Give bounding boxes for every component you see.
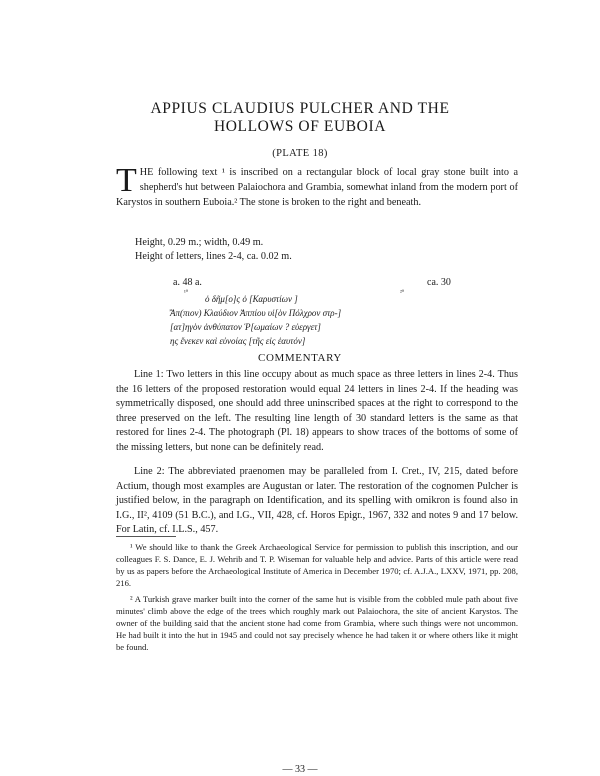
inscription-column-mark-right: ²⁰ — [400, 290, 405, 296]
inscription-length: ca. 30 — [427, 277, 451, 288]
letter-height: Height of letters, lines 2-4, ca. 0.02 m. — [135, 251, 292, 262]
footnote-2: ² A Turkish grave marker built into the corner of the same hut is visible from the cobbled mule path about five minutes' climb above the edge of the trees which roughly mark out Palaiochora, the site of ancient Karystos. The owner of the building said that the ancient stone had come from Grambia, where such things were not uncommon. He had built it into the hut in 1945 and could not say precisely whence he had taken it or where others like it might be found. — [116, 594, 518, 652]
plate-reference: (PLATE 18) — [272, 148, 328, 159]
stone-dimensions: Height, 0.29 m.; width, 0.49 m. — [135, 237, 264, 248]
article-title-line-1: APPIUS CLAUDIUS PULCHER AND THE — [150, 100, 450, 117]
inscription-line-1: ὁ δῆμ[ο]ς ὁ [Καρυστίων ] — [205, 294, 298, 304]
commentary-paragraph-1: Line 1: Two letters in this line occupy about as much space as three letters in lines 2-4. Thus the 16 letters of the proposed restoration would equal 24 letters in lines 2-4. If the heading was symmetrically disposed, one should add three uninscribed spaces at the right to correspond to the three preserved on the left. The resulting line length of 30 standard letters is the same as that restored for lines 2-4. The photograph (Pl. 18) appears to show traces of the bottoms of some of the missing letters, but none can be definitely read. — [116, 369, 518, 453]
footnote-divider — [116, 536, 176, 537]
commentary-heading: COMMENTARY — [258, 352, 342, 364]
inscription-line-2: Ἄπ(πιον) Κλαύδιον Ἀππίου υἱ[ὸν Πόλχρον στρ-] — [170, 308, 342, 318]
inscription-line-3: [ατ]ηγὸν ἀνθύπατον Ῥ[ωμαίων ? εὐεργετ] — [170, 322, 321, 332]
inscription-column-mark: ¹⁰ — [184, 290, 189, 296]
page-number: — 33 — — [282, 764, 318, 775]
commentary-paragraph-2: Line 2: The abbreviated praenomen may be paralleled from I. Cret., IV, 215, dated before Actium, though most examples are Augustan or later. The restoration of the cognomen Pulcher is justified below, in the paragraph on Identification, and its spelling with omikron is found also in I.G., II², 4109 (51 B.C.), and I.G., VII, 428, cf. Horos Epigr., 1967, 332 and notes 9 and 17 below. For Latin, cf. I.L.S., 457. — [116, 466, 518, 536]
intro-paragraph — [116, 162, 518, 210]
intro-text: HE following text ¹ is inscribed on a rectangular block of local gray stone built into a shepherd's hut between Palaiochora and Grambia, somewhat inland from the modern port of Karystos in southern Euboia.² The stone is broken to the right and beneath. — [116, 167, 518, 208]
inscription-date: a. 48 a. — [173, 277, 202, 288]
inscription-line-4: ης ἕνεκεν καὶ εὐνοίας [τῆς εἰς ἑαυτόν] — [170, 336, 306, 346]
footnote-1: ¹ We should like to thank the Greek Archaeological Service for permission to publish this inscription, and our colleagues F. S. Dance, E. J. Wehrib and T. P. Wiseman for valuable help and advice. Parts of this article were read by us as papers before the Archaeological Institute of America in December 1970; cf. A.J.A., LXXV, 1971, pp. 208, 216. — [116, 542, 518, 588]
drop-cap: T — [116, 162, 137, 199]
article-title-line-2: HOLLOWS OF EUBOIA — [213, 118, 387, 135]
